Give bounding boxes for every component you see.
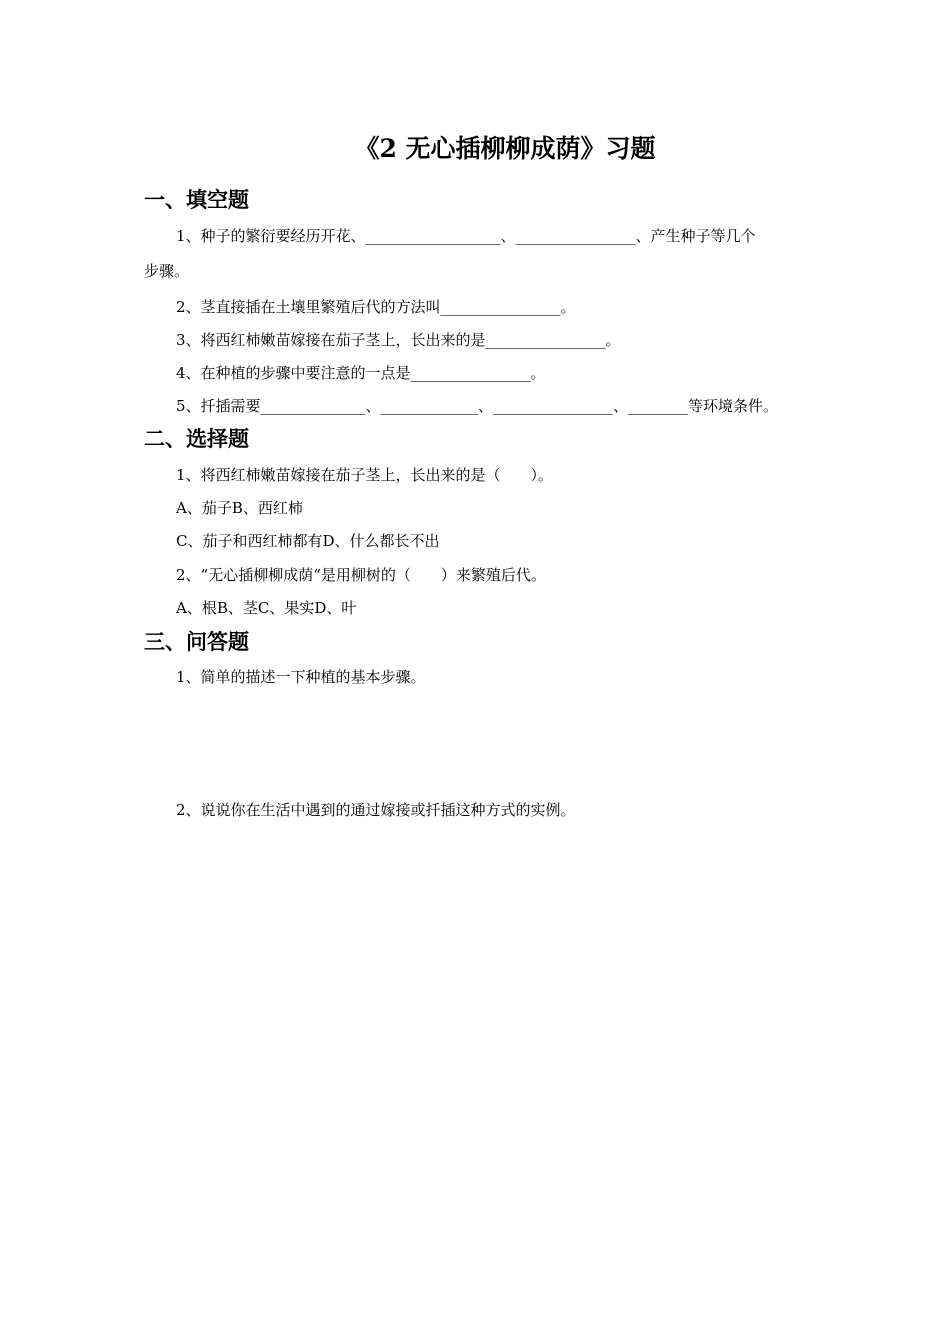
question-line: 1、简单的描述一下种植的基本步骤。 (176, 668, 426, 686)
question-line: 2、茎直接插在土壤里繁殖后代的方法叫________________。 (176, 298, 576, 316)
question-line: 2、“无心插柳柳成荫“是用柳树的（ ）来繁殖后代。 (176, 566, 546, 584)
answer-options: A、根B、茎C、果实D、叶 (176, 599, 357, 617)
question-line: 4、在种植的步骤中要注意的一点是________________。 (176, 364, 546, 382)
answer-options: A、茄子B、西红柿 (176, 499, 303, 517)
question-line: 3、将西红柿嫩苗嫁接在茄子茎上，长出来的是________________。 (176, 331, 621, 349)
section-heading-short-answer: 三、问答题 (144, 630, 249, 654)
page-title: 《2 无心插柳柳成荫》习题 (354, 134, 656, 163)
question-line: 1、将西红柿嫩苗嫁接在茄子茎上，长出来的是（ ）。 (176, 466, 554, 484)
section-heading-multiple-choice: 二、选择题 (144, 427, 249, 451)
question-line: 5、扦插需要______________、_____________、________________、________等环境条件。 (176, 397, 779, 415)
answer-options: C、茄子和西红柿都有D、什么都长不出 (176, 532, 440, 550)
section-heading-fill-blank: 一、填空题 (144, 188, 249, 212)
question-line: 2、说说你在生活中遇到的通过嫁接或扦插这种方式的实例。 (176, 801, 576, 819)
question-line: 1、种子的繁衍要经历开花、__________________、________________、产生种子等几个 (176, 227, 756, 245)
question-line: 步骤。 (144, 262, 190, 280)
